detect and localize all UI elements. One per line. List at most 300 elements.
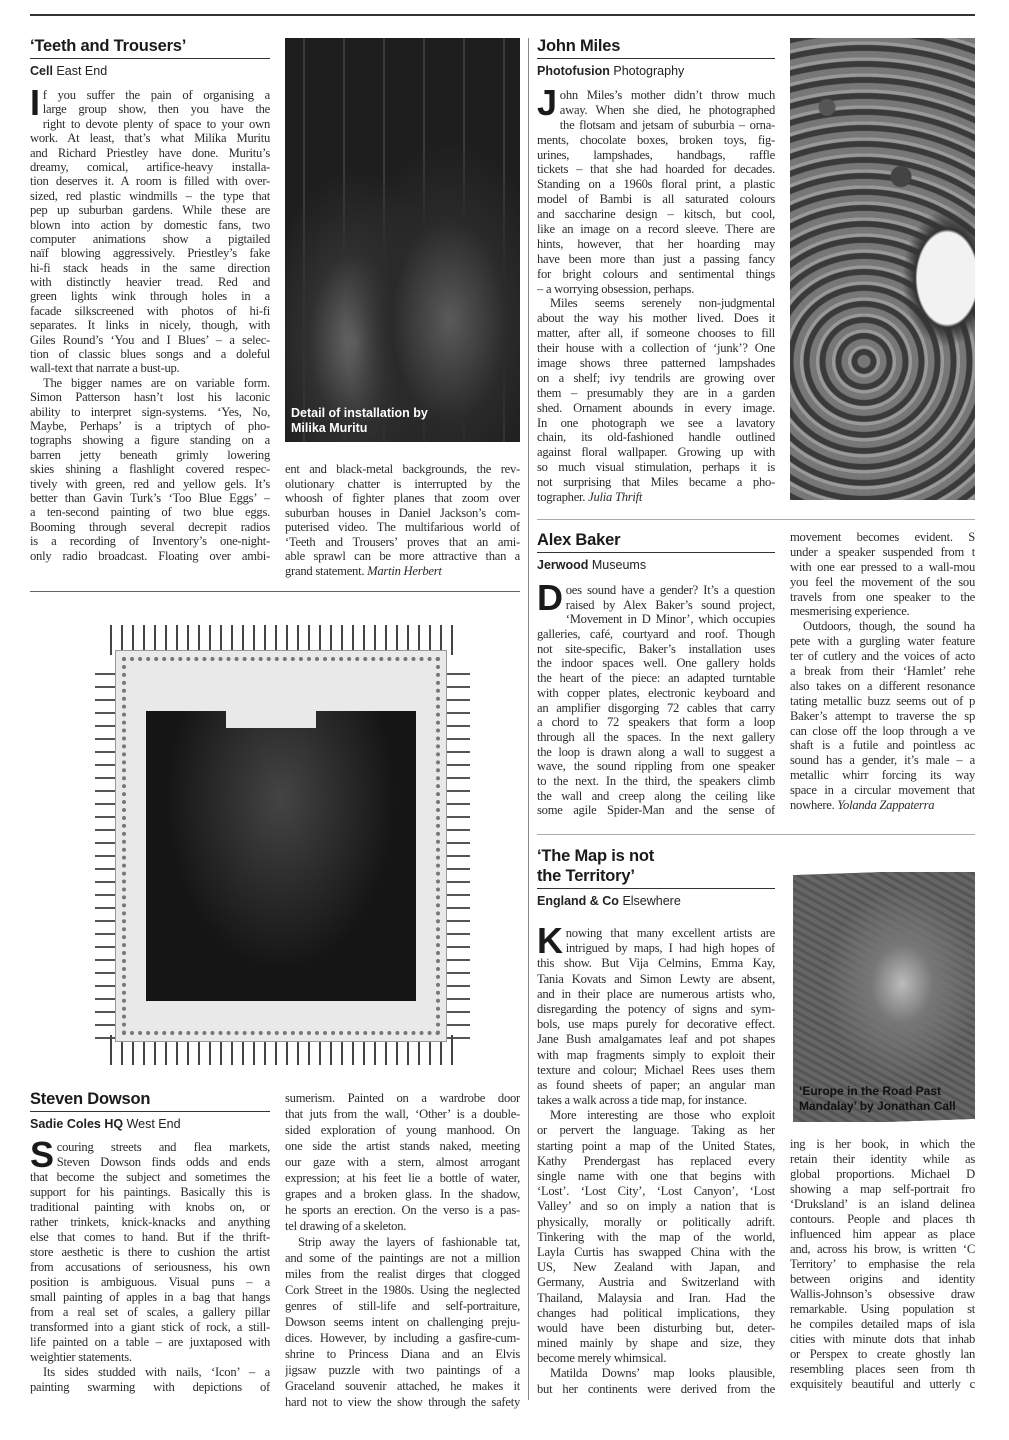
line-text: under a speaker suspended from t (790, 544, 975, 559)
title-rule (30, 58, 270, 59)
text-line (790, 753, 975, 768)
line-text: would have been disturbing but, deter- (537, 1320, 775, 1335)
text-line (537, 1063, 775, 1078)
line-text: tographer. (537, 490, 586, 505)
text-line (790, 783, 975, 798)
line-text: sound has a gender, it’s male – a (790, 753, 975, 768)
line-text: Valley’ and so on imply a nation that is (537, 1199, 775, 1214)
article-body-col2 (790, 1137, 975, 1392)
line-text: barren jetty beneath grimly lowering (30, 447, 270, 462)
text-line (30, 1275, 270, 1290)
text-line (30, 1185, 270, 1200)
text-line (285, 1106, 520, 1122)
line-text: Maybe, Perhaps’ is a triptych of pho- (30, 418, 270, 433)
line-text: raised by Alex Baker’s sound project, (565, 597, 775, 612)
text-line (537, 1275, 775, 1290)
line-text: small painting of apples in a bag that hangs (30, 1290, 270, 1304)
text-line (285, 1362, 520, 1378)
text-line (537, 1169, 775, 1184)
line-text: with copper plates, electronic keyboard and (537, 685, 775, 700)
text-line (790, 798, 975, 813)
line-text: ments, chocolate boxes, broken toys, fig- (537, 132, 775, 147)
line-text: hard not to view the show through the safety (285, 1395, 520, 1409)
text-line (537, 1154, 775, 1169)
text-line (537, 1017, 775, 1032)
venue: Jerwood (537, 558, 589, 572)
text-line (790, 1332, 975, 1347)
line-text: hints, however, that her hoarding may (537, 236, 775, 251)
drop-cap: S (30, 1134, 54, 1175)
text-line (30, 1320, 270, 1335)
text-line (285, 1234, 520, 1250)
text-line (285, 549, 520, 564)
author-byline: Julia Thrift (588, 490, 643, 505)
line-text: he compiles detailed maps of isla (790, 1317, 975, 1331)
article-title: Alex Baker (537, 531, 621, 549)
line-text: Wallis-Johnson’s obsessive draw (790, 1287, 975, 1301)
text-line (790, 649, 975, 664)
area: East End (56, 64, 108, 78)
photo-caption (291, 406, 428, 436)
text-line (537, 1245, 775, 1260)
painting-panel (115, 650, 447, 1042)
line-text: Standing on a 1960s floral print, a plastic (537, 177, 775, 192)
line-text: is a recording of Inventory’s one-night- (30, 534, 270, 549)
line-text: separates. It links in nicely, though, with (30, 318, 270, 333)
line-text: life painted on a table – are juxtaposed with (30, 1335, 270, 1349)
text-line (790, 1377, 975, 1392)
text-line (790, 768, 975, 783)
text-line (560, 88, 775, 103)
text-line (537, 267, 775, 282)
line-text: tion deserves it. A room is filled with over- (30, 174, 270, 189)
line-text: starting point a map of the United States, (537, 1138, 775, 1153)
line-text: this show. But Vija Celmins, Emma Kay, (537, 956, 775, 971)
text-line (537, 1108, 775, 1123)
line-text: ability to interpret sign-systems. ‘Yes, No, (30, 404, 270, 419)
text-line (537, 1078, 775, 1093)
line-text: some agile Spider-Man and the sense of (537, 803, 775, 818)
text-line (560, 103, 775, 118)
line-text: metallic whirr forcing its way (790, 768, 975, 783)
text-line (30, 390, 270, 404)
text-line (285, 1330, 520, 1346)
text-line (537, 1048, 775, 1063)
text-line (285, 564, 520, 579)
text-line (537, 1032, 775, 1047)
text-line (537, 642, 775, 657)
line-text: with distinctly heavier tread. Red and (30, 275, 270, 290)
text-line (537, 371, 775, 386)
line-text: as found sheets of paper; an angular man (537, 1077, 775, 1092)
line-text: Its sides studded with nails, ‘Icon’ – a (43, 1365, 270, 1379)
line-text: ‘Lost’. ‘Lost City’, ‘Lost Canyon’, ‘Lost (537, 1184, 775, 1199)
text-line (537, 1382, 775, 1397)
text-line (537, 1184, 775, 1199)
line-text: image shows three patterned lampshades (537, 356, 775, 371)
line-text: transformed into a giant stick of rock, a still- (30, 1320, 270, 1334)
line-text: wave, the sound rippling from one speaker (537, 759, 775, 774)
article-title: John Miles (537, 37, 621, 55)
text-line (537, 177, 775, 192)
text-line (30, 261, 270, 275)
text-line (537, 656, 775, 671)
line-text: and some of the paintings are not a million (285, 1251, 520, 1265)
text-line (30, 289, 270, 303)
line-text: a ten-second painting of two blue eggs. (30, 505, 270, 520)
line-text: retain their identity while as (790, 1152, 975, 1166)
text-line (790, 664, 975, 679)
text-line (790, 724, 975, 739)
text-line (285, 1394, 520, 1410)
line-text: bols, use maps purely for decorative effect. (537, 1017, 775, 1032)
article-body-col2 (285, 1090, 520, 1410)
text-line (285, 1090, 520, 1106)
line-text: couring streets and flea markets, (56, 1140, 270, 1154)
text-line (30, 318, 270, 332)
line-text: disregarding the potency of signs and sym- (537, 1001, 775, 1016)
title-rule (537, 58, 775, 59)
line-text: mined mainly by shape and size, they (537, 1336, 775, 1351)
line-text: only radio broadcast. Floating over ambi- (30, 548, 270, 563)
line-text: Outdoors, though, the sound ha (803, 619, 975, 634)
text-line (537, 207, 775, 222)
text-line (537, 475, 775, 490)
line-text: Tinkering with the map of the world, (537, 1229, 775, 1244)
text-line (537, 341, 775, 356)
text-line (30, 405, 270, 419)
text-line (285, 1282, 520, 1298)
line-text: tickets – that she had hoarded for decades. (537, 162, 775, 177)
line-text: mesmerising experience. (790, 604, 910, 619)
text-line (30, 1335, 270, 1350)
article-body-col1 (537, 577, 775, 818)
line-text: tating metallic buzz seems out of p (790, 693, 975, 708)
line-text: model of Bambi is all saturated colours (537, 192, 775, 207)
text-line (537, 1139, 775, 1154)
text-line (285, 1186, 520, 1202)
text-line (790, 738, 975, 753)
line-text: and, across his brow, is written ‘C (790, 1242, 975, 1256)
line-text: space in a circular movement that (790, 783, 975, 798)
line-text: texture and colour; Michael Rees uses them (537, 1062, 775, 1077)
text-line (537, 401, 775, 416)
text-line (537, 745, 775, 760)
text-line (537, 386, 775, 401)
line-text: shaft is a futile and pointless ac (790, 738, 975, 753)
text-line (537, 1306, 775, 1321)
line-text: so much visual stimulation, perhaps it is (537, 460, 775, 475)
line-text: remarkable. Using population st (790, 1302, 975, 1316)
article-body-col1 (537, 82, 775, 505)
section-divider-right-2 (537, 834, 975, 835)
line-text: the wall and creep along the ceiling like (537, 788, 775, 803)
text-line (537, 252, 775, 267)
text-line (285, 1266, 520, 1282)
text-line (30, 1245, 270, 1260)
text-line (790, 1362, 975, 1377)
text-line (30, 534, 270, 548)
line-text: matter, after all, if someone chooses to fill (537, 326, 775, 341)
text-line (285, 1202, 520, 1218)
text-line (285, 1154, 520, 1170)
line-text: but her continents were derived from the (537, 1381, 775, 1396)
text-line (30, 477, 270, 491)
line-text: puterised video. The multifarious world of (285, 520, 520, 534)
line-text: and in their place are numerous artists who, (537, 986, 775, 1001)
line-text: whoosh of fighter planes that zoom over (285, 491, 520, 505)
line-text: facade silkscreened with photos of hi-fi (30, 303, 270, 318)
text-line (566, 598, 775, 613)
text-line (30, 333, 270, 347)
line-text: have been more than just a passing fancy (537, 251, 775, 266)
text-line (537, 1260, 775, 1275)
venue-line (537, 64, 684, 78)
text-line (30, 419, 270, 433)
line-text: like an image on a record sleeve. There are (537, 222, 775, 237)
text-line (57, 1140, 270, 1155)
line-text: away. When she died, he photographed (559, 102, 775, 117)
text-line (30, 1305, 270, 1320)
text-line (790, 1242, 975, 1257)
line-text: physically, morally or politically adrift. (537, 1214, 775, 1229)
text-line (537, 1291, 775, 1306)
article-body-col1 (30, 1134, 270, 1395)
text-line (790, 590, 975, 605)
line-text: work. At least, that’s what Milika Muritu (30, 131, 270, 146)
line-text: can close off the loop through a ve (790, 723, 975, 738)
text-line (566, 612, 775, 627)
text-line (30, 462, 270, 476)
column-divider (528, 38, 529, 1400)
text-line (30, 232, 270, 246)
article-title: ‘Teeth and Trousers’ (30, 37, 187, 55)
text-line (285, 491, 520, 506)
text-line (30, 131, 270, 145)
line-text: tively with green, red and yellow gels. It’s (30, 476, 270, 491)
text-line (285, 1138, 520, 1154)
text-line (790, 560, 975, 575)
section-divider-left (30, 591, 520, 592)
text-line (537, 222, 775, 237)
venue: Sadie Coles HQ (30, 1117, 124, 1131)
area: Elsewhere (622, 894, 681, 908)
line-text: a chord to 72 speakers that form a loop (537, 715, 775, 730)
text-line (285, 1250, 520, 1266)
text-line (30, 160, 270, 174)
line-text: nowing that many excellent artists are (565, 926, 775, 940)
line-text: Booming through several decrepit radios (30, 519, 270, 534)
line-text: for bright colours and sentimental things (537, 266, 775, 281)
line-text: Germany, Austria and Switzerland with (537, 1275, 775, 1290)
line-text: not surprising that Miles became a pho- (537, 475, 775, 490)
venue-line (537, 558, 646, 572)
text-line (537, 1366, 775, 1381)
line-text: an amplifier disgorging 72 cables that carry (537, 700, 775, 715)
line-text: exquisitely beautiful and utterly c (790, 1377, 975, 1391)
text-line (537, 627, 775, 642)
drop-cap: K (537, 920, 563, 961)
author-byline: Yolanda Zappaterra (837, 798, 935, 813)
text-line (537, 774, 775, 789)
line-text: about the way his mother lived. Does it (537, 311, 775, 326)
text-line (790, 1257, 975, 1272)
line-text: shed. Ornament abounds in every image. (537, 400, 775, 415)
text-line (537, 1002, 775, 1017)
text-line (790, 1272, 975, 1287)
ivy-photo (790, 38, 975, 500)
text-line (790, 1302, 975, 1317)
title-rule (537, 552, 775, 553)
text-line (30, 376, 270, 390)
installation-photo (285, 38, 520, 442)
line-text: against floral wallpaper. Growing up with (537, 445, 775, 460)
line-text: shrine to Princess Diana and an Elvis (285, 1347, 520, 1361)
text-line (285, 477, 520, 492)
line-text: changes had political implications, they (537, 1305, 775, 1320)
line-text: expression; at his feet lie a bottle of water, (285, 1171, 520, 1185)
text-line (537, 445, 775, 460)
line-text: one side the artist stands naked, meeting (285, 1139, 520, 1153)
line-text: miles from the realist dirges that clogged (285, 1267, 520, 1281)
text-line (790, 709, 975, 724)
article-body-col1 (537, 920, 775, 1397)
line-text: the indoor spaces well. One gallery holds (537, 656, 775, 671)
line-text: Matilda Downs’ map looks plausible, (550, 1366, 775, 1381)
line-text: single name with one that begins with (537, 1169, 775, 1183)
text-line (537, 803, 775, 818)
text-line (43, 102, 270, 116)
text-line (30, 203, 270, 217)
line-text: urines, lampshades, handbags, raffle (537, 147, 775, 162)
line-text: tion of classic blues songs and a doleful (30, 347, 270, 362)
text-line (790, 619, 975, 634)
line-text: and saccharine design – kitsch, but cool, (537, 207, 775, 222)
line-text: large group show, then you have the (42, 102, 270, 117)
text-line (790, 575, 975, 590)
text-line (30, 433, 270, 447)
line-text: between origins and identity (790, 1272, 975, 1286)
line-text: dices. However, by including a gasfire-cum- (285, 1331, 520, 1345)
line-text: f you suffer the pain of organising a (42, 88, 270, 102)
line-text: rather trinkets, knick-knacks and anything (30, 1215, 270, 1229)
line-text: Giles Round’s ‘You and I Blues’ – a selec- (30, 332, 270, 347)
line-text: cities with minute dots that inhab (790, 1332, 975, 1346)
map-artwork-photo (793, 872, 975, 1122)
line-text: – a worrying obsession, perhaps. (537, 281, 695, 296)
text-line (537, 311, 775, 326)
line-text: ‘Teeth and Trousers’ proves that an ami- (285, 534, 520, 549)
text-line (285, 1218, 520, 1234)
text-line (537, 356, 775, 371)
venue-line (30, 1117, 181, 1131)
drop-cap: J (537, 82, 557, 123)
line-text: nowhere. (790, 798, 835, 813)
venue: England & Co (537, 894, 619, 908)
line-text: pep up suburban gardens. While these are (30, 203, 270, 218)
text-line (537, 730, 775, 745)
line-text: travels from one speaker to the (790, 589, 975, 604)
line-text: jigsaw puzzle with two paintings of a (285, 1363, 520, 1377)
text-line (285, 1378, 520, 1394)
text-line (790, 1347, 975, 1362)
line-text: also takes on a different resonance (790, 678, 975, 693)
text-line (790, 634, 975, 649)
text-line (30, 505, 270, 519)
line-text: become merely whimsical. (537, 1351, 667, 1366)
text-line (30, 1365, 270, 1380)
line-text: showing a map self-portrait fro (790, 1182, 975, 1196)
text-line (57, 1155, 270, 1170)
text-line (537, 326, 775, 341)
author-byline: Martin Herbert (367, 563, 442, 578)
line-text: green lights wink through holes in a (30, 289, 270, 304)
line-text: from a real set of scales, a gallery pillar (30, 1305, 270, 1319)
line-text: else that comes to hand. But if the thrift- (30, 1230, 270, 1244)
drop-cap: I (30, 82, 40, 123)
text-line (537, 490, 775, 505)
text-line (537, 296, 775, 311)
text-line (30, 174, 270, 188)
line-text: he sports an erection. On the verso is a pas- (285, 1203, 520, 1217)
line-text: skies shining a flashlight covered respec- (30, 462, 270, 477)
text-line (285, 1314, 520, 1330)
line-text: pete with a gurgling water feature (790, 634, 975, 649)
text-line (790, 1287, 975, 1302)
text-line (537, 972, 775, 987)
line-text: ent and black-metal backgrounds, the rev- (285, 462, 520, 476)
text-line (285, 1170, 520, 1186)
line-text: grand statement. (285, 563, 365, 578)
line-text: Steven Dowson finds odds and ends (56, 1155, 270, 1169)
drop-cap: D (537, 577, 563, 618)
text-line (30, 361, 270, 375)
line-text: able sprawl can be more attractive than a (285, 549, 520, 563)
text-line (537, 1230, 775, 1245)
text-line (30, 1170, 270, 1185)
text-line (537, 686, 775, 701)
line-text: them – presumably they are in a garden (537, 385, 775, 400)
text-line (285, 1122, 520, 1138)
line-text: from accusations of seriousness, his own (30, 1260, 270, 1274)
line-text: with map fragments simply to exploit their (537, 1047, 775, 1062)
text-line (30, 1380, 270, 1395)
line-text: painting swarming with depictions of (30, 1380, 270, 1394)
text-line (537, 671, 775, 686)
line-text: grapes and a broken glass. In the shadow, (285, 1187, 520, 1201)
text-line (537, 1336, 775, 1351)
line-text: support for his paintings. Basically this is (30, 1185, 270, 1199)
article-body-col2 (285, 462, 520, 578)
venue-line (537, 894, 681, 908)
text-line (30, 520, 270, 534)
line-text: genres of still-life and self-portraiture, (285, 1299, 520, 1313)
text-line (537, 162, 775, 177)
text-line (790, 1227, 975, 1242)
text-line (30, 218, 270, 232)
text-line (30, 1260, 270, 1275)
text-line (790, 694, 975, 709)
line-text: hi-fi stack heads in the same direction (30, 260, 270, 275)
photo-caption (799, 1084, 956, 1114)
text-line (566, 926, 775, 941)
text-line (537, 192, 775, 207)
line-text: Dowson seems intent on challenging preju- (285, 1315, 520, 1329)
venue: Photofusion (537, 64, 610, 78)
line-text: ing is her book, in which the (790, 1137, 975, 1151)
line-text: traditional painting with knobs on, or (30, 1200, 270, 1214)
text-line (43, 117, 270, 131)
